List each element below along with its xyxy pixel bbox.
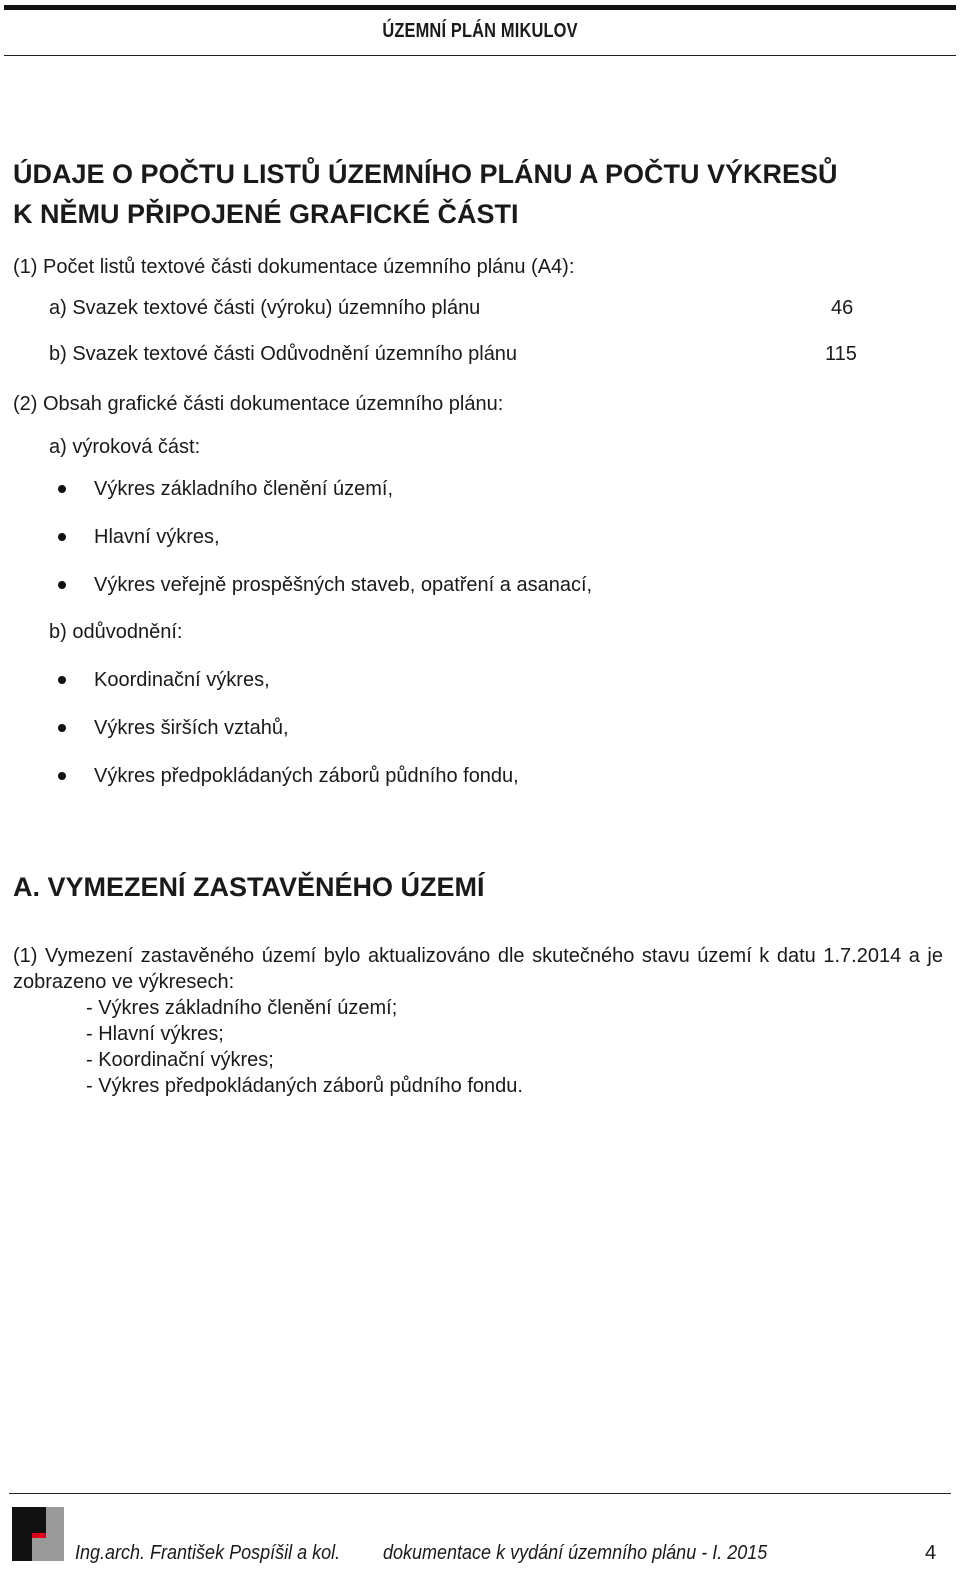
group-a-label: a) výroková část:	[49, 436, 201, 458]
group-b-label: b) odůvodnění:	[49, 621, 183, 643]
list-item-text: Výkres základního členění území,	[94, 478, 394, 500]
row-b-label: b) Svazek textové části Odůvodnění územního plánu	[49, 343, 518, 365]
built-area-paragraph: (1) Vymezení zastavěného území bylo aktualizováno dle skutečného stavu území k datu 1.7.2014 a je zobrazeno ve výkresech:	[13, 945, 943, 993]
dash-list-item: - Výkres základního členění území;	[86, 997, 398, 1019]
section-title-line-2: K NĚMU PŘIPOJENÉ GRAFICKÉ ČÁSTI	[13, 199, 519, 229]
list-item-text: Výkres veřejně prospěšných staveb, opatření a asanací,	[94, 574, 593, 596]
bullet-icon	[58, 485, 66, 493]
dash-list-item: - Koordinační výkres;	[86, 1049, 274, 1071]
footer-document: dokumentace k vydání územního plánu - I. 2015	[383, 1542, 768, 1564]
bullet-icon	[58, 533, 66, 541]
page-footer	[0, 1490, 960, 1592]
item-1-text: (1) Počet listů textové části dokumentace územního plánu (A4):	[13, 256, 575, 278]
list-item-text: Hlavní výkres,	[94, 526, 220, 548]
list-item-text: Koordinační výkres,	[94, 669, 270, 691]
dash-list-item: - Výkres předpokládaných záborů půdního fondu.	[86, 1075, 523, 1097]
section-title-line-1: ÚDAJE O POČTU LISTŮ ÚZEMNÍHO PLÁNU A POČTU VÝKRESŮ	[13, 159, 838, 189]
footer-rule	[9, 1493, 951, 1494]
row-b-count: 115	[825, 343, 857, 365]
header-rule-top	[4, 5, 956, 10]
bullet-icon	[58, 581, 66, 589]
row-a-count: 46	[831, 297, 854, 319]
page-header	[0, 0, 960, 60]
author-logo-icon	[12, 1507, 64, 1561]
header-title: ÚZEMNÍ PLÁN MIKULOV	[382, 20, 578, 42]
item-2-text: (2) Obsah grafické části dokumentace územního plánu:	[13, 393, 504, 415]
list-item-text: Výkres předpokládaných záborů půdního fondu,	[94, 765, 519, 787]
page-number: 4	[925, 1542, 937, 1564]
list-item-text: Výkres širších vztahů,	[94, 717, 289, 739]
section-title-sheets	[13, 154, 953, 234]
section-title-built-area: A. VYMEZENÍ ZASTAVĚNÉHO ÚZEMÍ	[13, 872, 485, 902]
bullet-icon	[58, 772, 66, 780]
row-a-label: a) Svazek textové části (výroku) územního plánu	[49, 297, 481, 319]
footer-author: Ing.arch. František Pospíšil a kol.	[75, 1542, 341, 1564]
header-rule-bottom	[4, 55, 956, 56]
dash-list-item: - Hlavní výkres;	[86, 1023, 224, 1045]
bullet-icon	[58, 676, 66, 684]
bullet-icon	[58, 724, 66, 732]
